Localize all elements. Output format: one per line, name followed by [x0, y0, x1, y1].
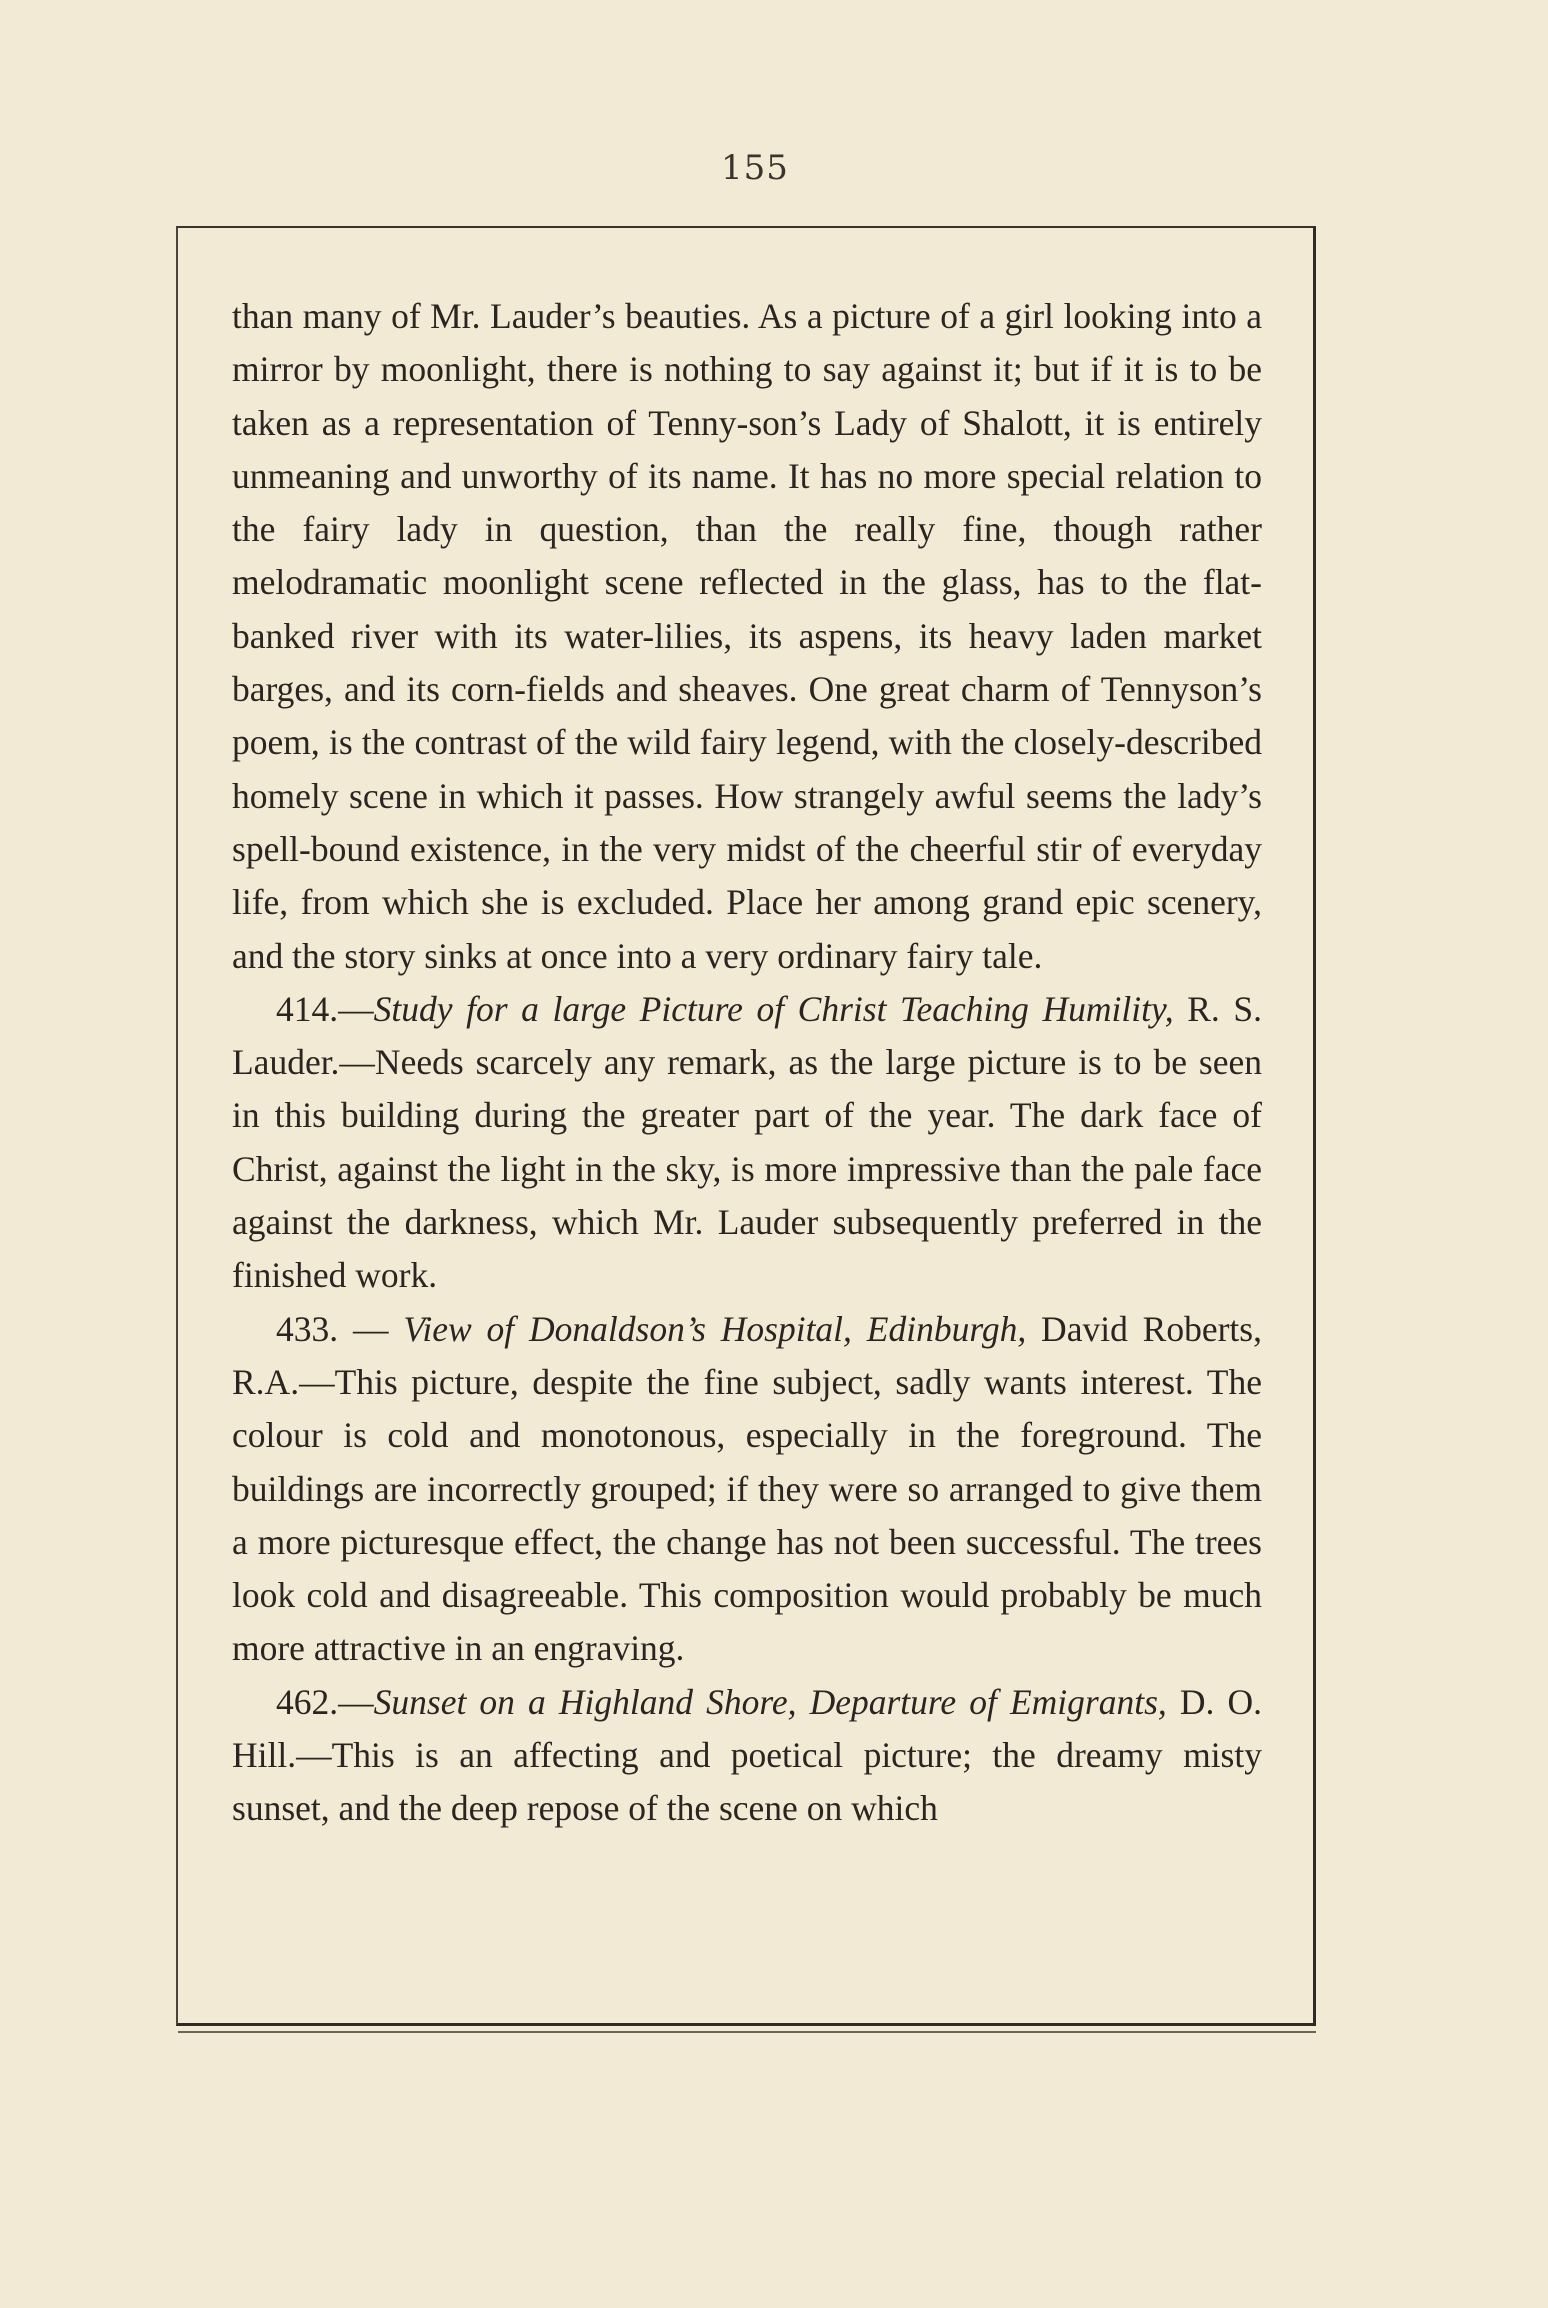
entry-title: Sunset on a Highland Shore, Departure of Emigrants, — [373, 1681, 1167, 1722]
catalogue-entry-462 — [232, 1676, 1262, 1836]
paragraph-lady-of-shalott: than many of Mr. Lauder’s beauties. As a picture of a girl looking into a mirror by moonlight, there is nothing to say against it; but if it is to be taken as a representation of Tenny-son’s Lady of Shalott, it is entirely unmeaning and unworthy of its name. It has no more special relation to the fairy lady in question, than the really fine, though rather melodramatic moonlight scene reflected in the glass, has to the flat-banked river with its water-lilies, its aspens, its heavy laden market barges, and its corn-fields and sheaves. One great charm of Tennyson’s poem, is the contrast of the wild fairy legend, with the closely-described homely scene in which it passes. How strangely awful seems the lady’s spell-bound existence, in the very midst of the cheerful stir of everyday life, from which she is excluded. Place her among grand epic scenery, and the story sinks at once into a very ordinary fairy tale. — [232, 296, 1262, 976]
entry-number: 414.— — [276, 988, 374, 1029]
entry-title: Study for a large Picture of Christ Teaching Humility, — [373, 988, 1174, 1029]
entry-title: View of Donaldson’s Hospital, Edinburgh, — [403, 1308, 1027, 1349]
catalogue-entry-414 — [232, 983, 1262, 1303]
entry-number: 462.— — [276, 1681, 374, 1722]
body-text — [232, 290, 1262, 1836]
entry-number: 433. — — [276, 1308, 404, 1349]
entry-body: D. O. Hill.—This is an affecting and poetical picture; the dreamy misty sunset, and the deep repose of the scene on which — [232, 1681, 1262, 1829]
entry-body: R. S. Lauder.—Needs scarcely any remark, as the large picture is to be seen in this building during the greater part of the year. The dark face of Christ, against the light in the sky, is more impressive than the pale face against the darkness, which Mr. Lauder subsequently preferred in the finished work. — [232, 988, 1263, 1296]
page-number: 155 — [721, 148, 789, 188]
catalogue-entry-433 — [232, 1303, 1262, 1676]
entry-body: David Roberts, R.A.—This picture, despite the fine subject, sadly wants interest. The colour is cold and monotonous, especially in the foreground. The buildings are incorrectly grouped; if they were so arranged to give them a more picturesque effect, the change has not been successful. The trees look cold and disagreeable. This composition would probably be much more attractive in an engraving. — [232, 1308, 1262, 1669]
